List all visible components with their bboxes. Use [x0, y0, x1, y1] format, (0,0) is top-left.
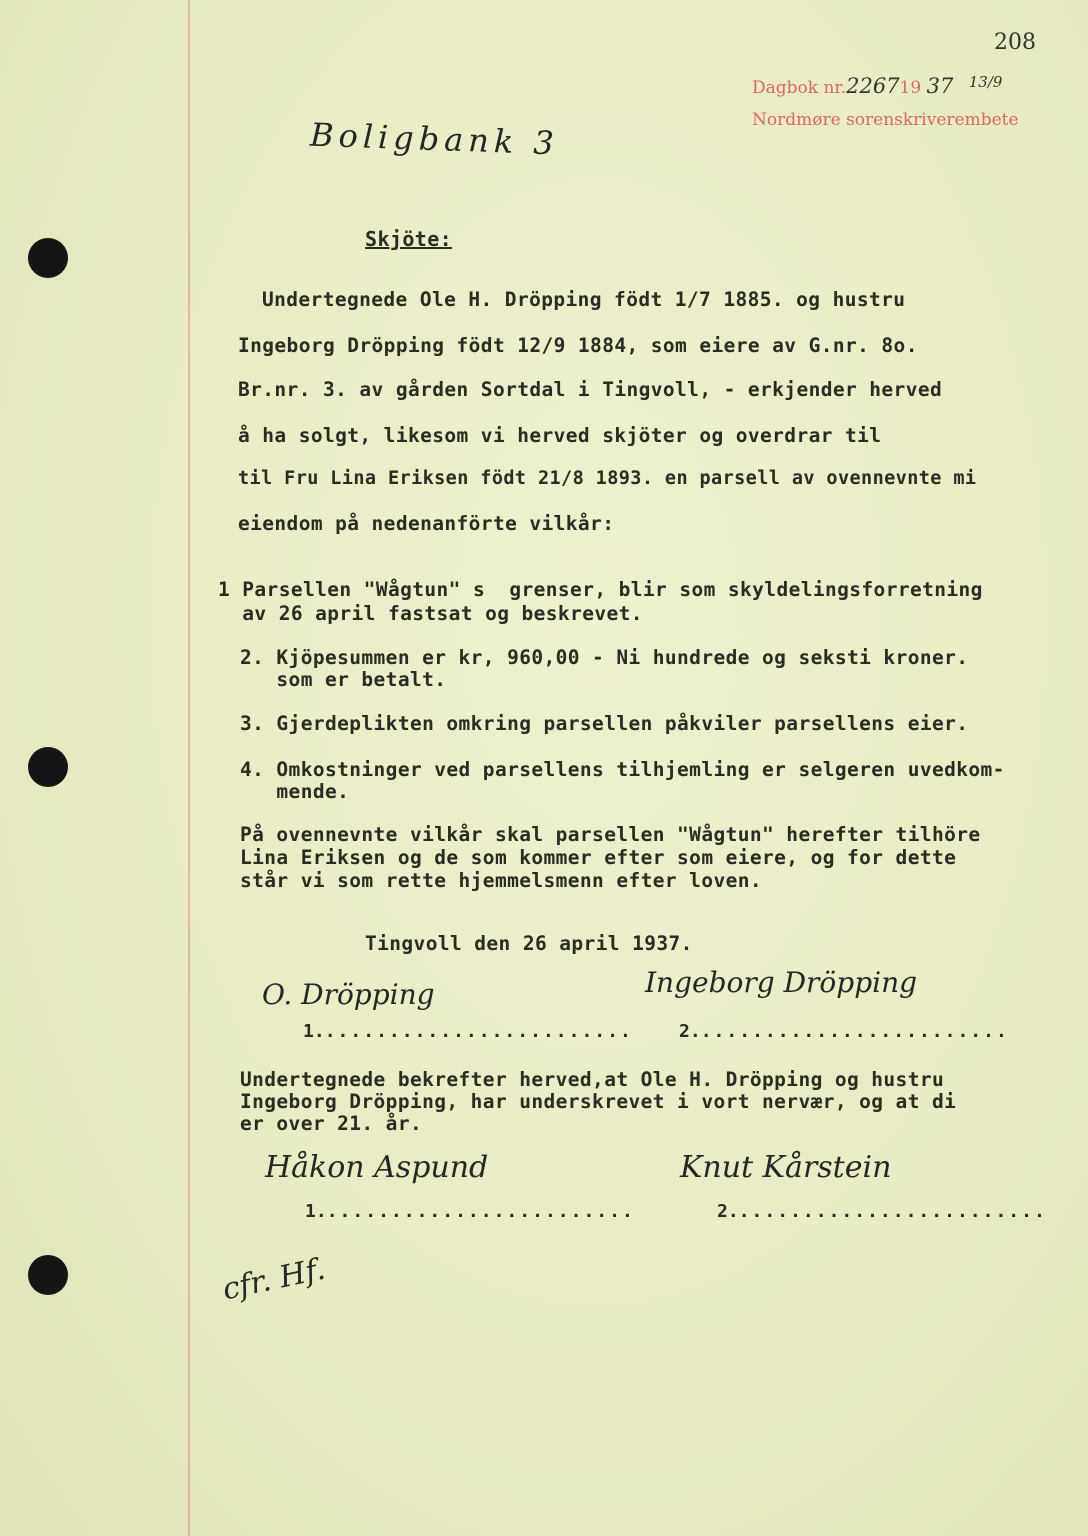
punch-hole-bottom	[28, 1255, 68, 1295]
registry-stamp-line2: Nordmøre sorenskriverembete	[752, 110, 1019, 130]
condition-line: som er betalt.	[240, 668, 447, 691]
stamp-prefix: Dagbok nr.	[752, 78, 847, 98]
signature-label: 2.	[679, 1021, 701, 1042]
signature-dots: ........................	[324, 1021, 633, 1042]
margin-rule	[188, 0, 190, 1536]
witness-signature-1: Håkon Aspund	[265, 1150, 489, 1185]
seller-signature-2: Ingeborg Dröpping	[645, 966, 918, 999]
intro-line: til Fru Lina Eriksen födt 21/8 1893. en parsell av ovennevnte mi	[238, 468, 977, 489]
signature-label: 1.	[305, 1201, 327, 1222]
place-date: Tingvoll den 26 april 1937.	[365, 932, 693, 955]
registry-stamp-line1	[752, 74, 1002, 98]
intro-line: eiendom på nedenanförte vilkår:	[238, 512, 615, 535]
condition-line: 4. Omkostninger ved parsellens tilhjemling er selgeren uvedkom-	[240, 758, 1005, 781]
stamp-year-prefix: 19	[899, 78, 922, 98]
margin-note: Boligbank 3	[309, 115, 560, 163]
closing-line: står vi som rette hjemmelsmenn efter loven.	[240, 869, 763, 892]
witness-line: Ingeborg Dröpping, har underskrevet i vort nervær, og at di	[240, 1090, 957, 1113]
condition-line: mende.	[240, 780, 350, 803]
document-title: Skjöte:	[365, 227, 453, 251]
page-number: 208	[994, 30, 1036, 55]
signature-label: 2.	[717, 1201, 739, 1222]
seller-signature-2-row	[614, 1000, 1009, 1063]
condition-line: 2. Kjöpesummen er kr, 960,00 - Ni hundrede og seksti kroner.	[240, 646, 969, 669]
intro-line: å ha solgt, likesom vi herved skjöter og overdrar til	[238, 424, 882, 447]
closing-line: Lina Eriksen og de som kommer efter som eiere, og for dette	[240, 846, 957, 869]
condition-line: 3. Gjerdeplikten omkring parsellen påkviler parsellens eier.	[240, 712, 969, 735]
witness-line: er over 21. år.	[240, 1112, 423, 1135]
witness-signature-1-row	[240, 1180, 635, 1243]
punch-hole-top	[28, 238, 68, 278]
condition-line: av 26 april fastsat og beskrevet.	[218, 602, 643, 625]
signature-dots: ........................	[738, 1201, 1047, 1222]
intro-line: Br.nr. 3. av gården Sortdal i Tingvoll, - erkjender herved	[238, 378, 943, 401]
footer-note: cfr. Hf.	[219, 1251, 329, 1308]
closing-line: På ovennevnte vilkår skal parsellen "Wågtun" herefter tilhöre	[240, 823, 981, 846]
stamp-number: 2267	[846, 74, 900, 98]
stamp-date: 13/9	[968, 73, 1003, 91]
condition-line: 1 Parsellen "Wågtun" s grenser, blir som skyldelingsforretning	[218, 578, 983, 601]
signature-label: 1.	[303, 1021, 325, 1042]
intro-line: Undertegnede Ole H. Dröpping födt 1/7 1885. og hustru	[262, 288, 906, 311]
witness-signature-2-row	[652, 1180, 1047, 1243]
intro-line: Ingeborg Dröpping födt 12/9 1884, som eiere av G.nr. 8o.	[238, 334, 918, 357]
stamp-year: 37	[926, 74, 954, 98]
seller-signature-1: O. Dröpping	[262, 978, 435, 1011]
punch-hole-middle	[28, 747, 68, 787]
signature-dots: ........................	[700, 1021, 1009, 1042]
witness-signature-2: Knut Kårstein	[680, 1150, 892, 1185]
witness-line: Undertegnede bekrefter herved,at Ole H. Dröpping og hustru	[240, 1068, 945, 1091]
signature-dots: ........................	[326, 1201, 635, 1222]
